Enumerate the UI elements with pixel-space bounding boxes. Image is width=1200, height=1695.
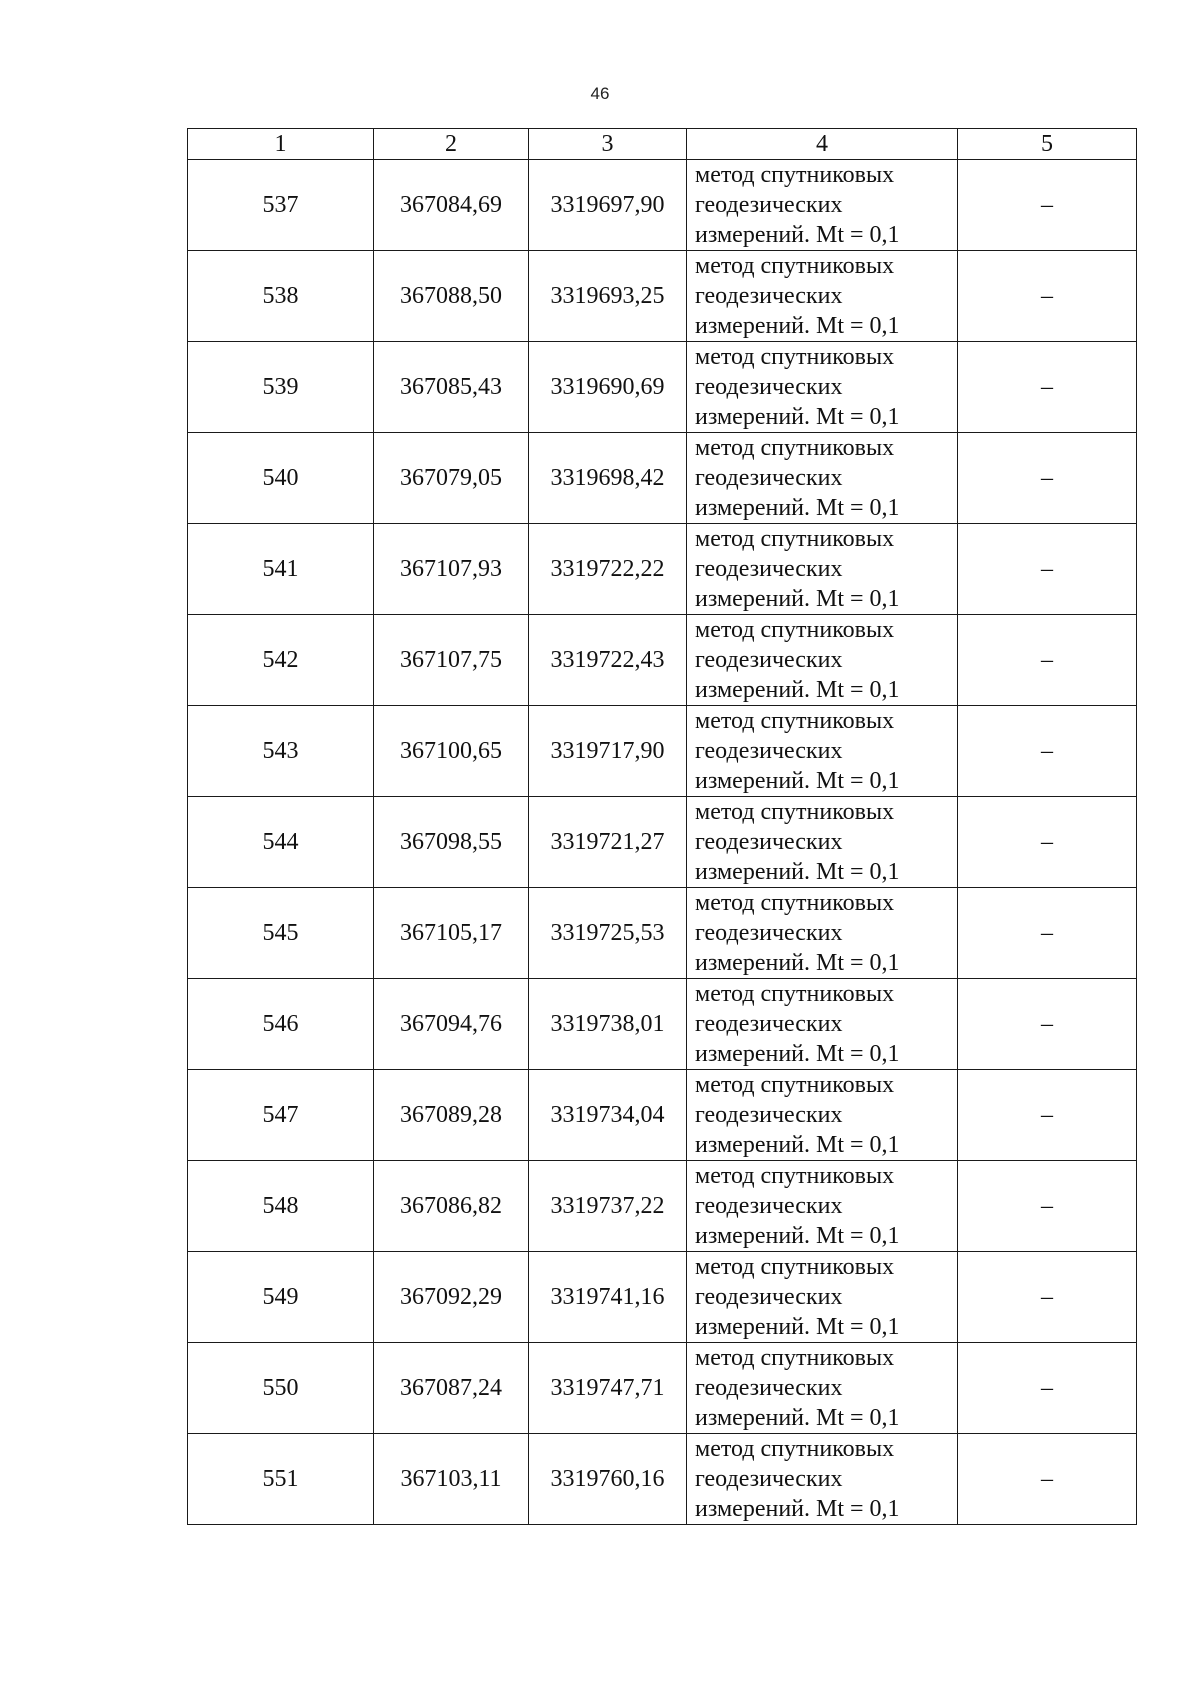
method-cell xyxy=(687,1070,958,1161)
method-line: геодезических xyxy=(695,647,843,673)
point-number-cell: 538 xyxy=(188,251,374,342)
method-line: геодезических xyxy=(695,192,843,218)
y-coordinate-cell: 3319734,04 xyxy=(529,1070,687,1161)
method-line: измерений. Mt = 0,1 xyxy=(695,677,900,703)
table-header-row xyxy=(188,129,1137,160)
method-line: геодезических xyxy=(695,556,843,582)
x-coordinate-cell: 367088,50 xyxy=(374,251,529,342)
method-line: метод спутниковых xyxy=(695,799,895,825)
y-coordinate-cell: 3319698,42 xyxy=(529,433,687,524)
table-row xyxy=(188,888,1137,979)
point-number-cell: 548 xyxy=(188,1161,374,1252)
x-coordinate-cell: 367086,82 xyxy=(374,1161,529,1252)
table-row xyxy=(188,615,1137,706)
note-cell: – xyxy=(958,888,1137,979)
method-line: метод спутниковых xyxy=(695,253,895,279)
x-coordinate-cell: 367094,76 xyxy=(374,979,529,1070)
method-cell xyxy=(687,1434,958,1525)
method-line: метод спутниковых xyxy=(695,344,895,370)
point-number-cell: 549 xyxy=(188,1252,374,1343)
method-line: измерений. Mt = 0,1 xyxy=(695,1405,900,1431)
note-cell: – xyxy=(958,615,1137,706)
method-line: геодезических xyxy=(695,1193,843,1219)
method-line: измерений. Mt = 0,1 xyxy=(695,950,900,976)
point-number-cell: 539 xyxy=(188,342,374,433)
coordinates-table xyxy=(187,128,1137,1525)
x-coordinate-cell: 367107,93 xyxy=(374,524,529,615)
y-coordinate-cell: 3319721,27 xyxy=(529,797,687,888)
y-coordinate-cell: 3319693,25 xyxy=(529,251,687,342)
note-cell: – xyxy=(958,1434,1137,1525)
method-line: метод спутниковых xyxy=(695,162,895,188)
x-coordinate-cell: 367092,29 xyxy=(374,1252,529,1343)
method-cell xyxy=(687,1343,958,1434)
note-cell: – xyxy=(958,979,1137,1070)
method-line: метод спутниковых xyxy=(695,890,895,916)
method-cell xyxy=(687,160,958,251)
method-line: измерений. Mt = 0,1 xyxy=(695,404,900,430)
table-row xyxy=(188,1161,1137,1252)
method-line: измерений. Mt = 0,1 xyxy=(695,1132,900,1158)
y-coordinate-cell: 3319697,90 xyxy=(529,160,687,251)
y-coordinate-cell: 3319760,16 xyxy=(529,1434,687,1525)
x-coordinate-cell: 367089,28 xyxy=(374,1070,529,1161)
point-number-cell: 551 xyxy=(188,1434,374,1525)
x-coordinate-cell: 367085,43 xyxy=(374,342,529,433)
method-line: измерений. Mt = 0,1 xyxy=(695,1314,900,1340)
y-coordinate-cell: 3319725,53 xyxy=(529,888,687,979)
table-row xyxy=(188,1343,1137,1434)
x-coordinate-cell: 367103,11 xyxy=(374,1434,529,1525)
point-number-cell: 541 xyxy=(188,524,374,615)
method-cell xyxy=(687,615,958,706)
method-cell xyxy=(687,433,958,524)
method-line: геодезических xyxy=(695,1375,843,1401)
point-number-cell: 544 xyxy=(188,797,374,888)
table-row xyxy=(188,524,1137,615)
method-line: измерений. Mt = 0,1 xyxy=(695,1496,900,1522)
method-line: измерений. Mt = 0,1 xyxy=(695,222,900,248)
method-line: геодезических xyxy=(695,920,843,946)
table-row xyxy=(188,251,1137,342)
y-coordinate-cell: 3319747,71 xyxy=(529,1343,687,1434)
y-coordinate-cell: 3319690,69 xyxy=(529,342,687,433)
method-line: геодезических xyxy=(695,465,843,491)
x-coordinate-cell: 367079,05 xyxy=(374,433,529,524)
table-row xyxy=(188,1434,1137,1525)
note-cell: – xyxy=(958,524,1137,615)
point-number-cell: 545 xyxy=(188,888,374,979)
y-coordinate-cell: 3319722,22 xyxy=(529,524,687,615)
table-row xyxy=(188,433,1137,524)
method-line: геодезических xyxy=(695,1011,843,1037)
table-row xyxy=(188,797,1137,888)
point-number-cell: 550 xyxy=(188,1343,374,1434)
method-line: метод спутниковых xyxy=(695,526,895,552)
method-line: геодезических xyxy=(695,1284,843,1310)
method-cell xyxy=(687,706,958,797)
x-coordinate-cell: 367098,55 xyxy=(374,797,529,888)
column-header: 1 xyxy=(188,129,374,160)
method-cell xyxy=(687,342,958,433)
column-header: 4 xyxy=(687,129,958,160)
method-cell xyxy=(687,797,958,888)
y-coordinate-cell: 3319738,01 xyxy=(529,979,687,1070)
method-cell xyxy=(687,1252,958,1343)
method-line: геодезических xyxy=(695,738,843,764)
point-number-cell: 540 xyxy=(188,433,374,524)
method-line: геодезических xyxy=(695,283,843,309)
y-coordinate-cell: 3319722,43 xyxy=(529,615,687,706)
method-line: измерений. Mt = 0,1 xyxy=(695,1223,900,1249)
point-number-cell: 537 xyxy=(188,160,374,251)
method-cell xyxy=(687,524,958,615)
method-line: геодезических xyxy=(695,829,843,855)
method-line: метод спутниковых xyxy=(695,708,895,734)
column-header: 5 xyxy=(958,129,1137,160)
x-coordinate-cell: 367087,24 xyxy=(374,1343,529,1434)
method-cell xyxy=(687,251,958,342)
method-line: метод спутниковых xyxy=(695,1436,895,1462)
table-row xyxy=(188,342,1137,433)
point-number-cell: 542 xyxy=(188,615,374,706)
x-coordinate-cell: 367100,65 xyxy=(374,706,529,797)
method-line: метод спутниковых xyxy=(695,981,895,1007)
point-number-cell: 547 xyxy=(188,1070,374,1161)
note-cell: – xyxy=(958,251,1137,342)
table-row xyxy=(188,1252,1137,1343)
column-header: 2 xyxy=(374,129,529,160)
y-coordinate-cell: 3319737,22 xyxy=(529,1161,687,1252)
column-header: 3 xyxy=(529,129,687,160)
method-line: геодезических xyxy=(695,1466,843,1492)
method-line: измерений. Mt = 0,1 xyxy=(695,495,900,521)
method-cell xyxy=(687,1161,958,1252)
method-line: измерений. Mt = 0,1 xyxy=(695,313,900,339)
y-coordinate-cell: 3319741,16 xyxy=(529,1252,687,1343)
point-number-cell: 543 xyxy=(188,706,374,797)
method-line: геодезических xyxy=(695,1102,843,1128)
table-row xyxy=(188,706,1137,797)
method-line: метод спутниковых xyxy=(695,1163,895,1189)
method-line: метод спутниковых xyxy=(695,1072,895,1098)
note-cell: – xyxy=(958,342,1137,433)
method-line: геодезических xyxy=(695,374,843,400)
method-line: метод спутниковых xyxy=(695,1254,895,1280)
table-row xyxy=(188,1070,1137,1161)
note-cell: – xyxy=(958,797,1137,888)
method-line: измерений. Mt = 0,1 xyxy=(695,586,900,612)
method-line: измерений. Mt = 0,1 xyxy=(695,859,900,885)
method-line: метод спутниковых xyxy=(695,435,895,461)
note-cell: – xyxy=(958,160,1137,251)
method-cell xyxy=(687,888,958,979)
method-line: измерений. Mt = 0,1 xyxy=(695,768,900,794)
point-number-cell: 546 xyxy=(188,979,374,1070)
note-cell: – xyxy=(958,1070,1137,1161)
page-number: 46 xyxy=(590,84,610,103)
x-coordinate-cell: 367084,69 xyxy=(374,160,529,251)
note-cell: – xyxy=(958,1161,1137,1252)
y-coordinate-cell: 3319717,90 xyxy=(529,706,687,797)
table-row xyxy=(188,979,1137,1070)
note-cell: – xyxy=(958,706,1137,797)
method-line: метод спутниковых xyxy=(695,617,895,643)
method-line: метод спутниковых xyxy=(695,1345,895,1371)
x-coordinate-cell: 367107,75 xyxy=(374,615,529,706)
note-cell: – xyxy=(958,1343,1137,1434)
table-row xyxy=(188,160,1137,251)
method-line: измерений. Mt = 0,1 xyxy=(695,1041,900,1067)
note-cell: – xyxy=(958,1252,1137,1343)
method-cell xyxy=(687,979,958,1070)
note-cell: – xyxy=(958,433,1137,524)
x-coordinate-cell: 367105,17 xyxy=(374,888,529,979)
